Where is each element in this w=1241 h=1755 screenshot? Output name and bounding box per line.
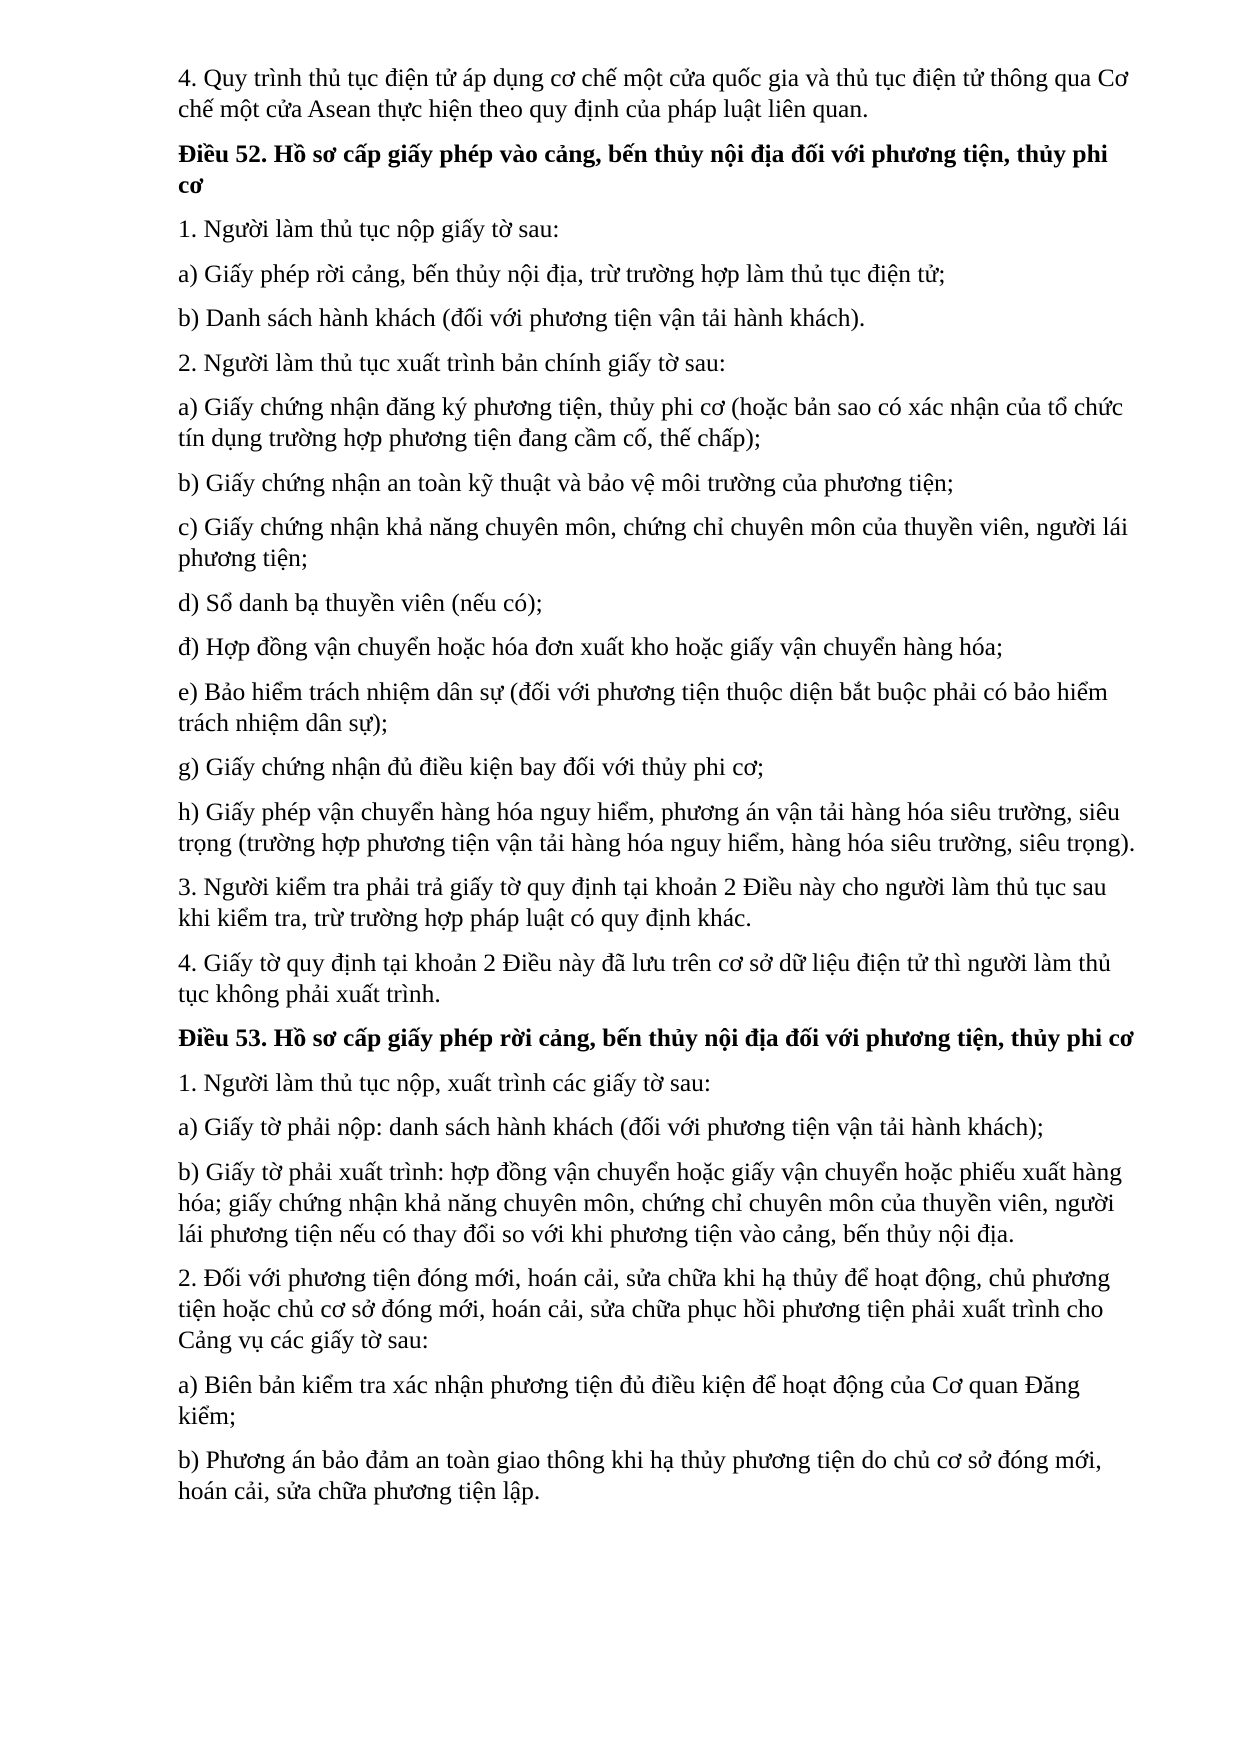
paragraph-art52-clause2-c: c) Giấy chứng nhận khả năng chuyên môn, chứng chỉ chuyên môn của thuyền viên, người lái phương tiện; — [178, 512, 1129, 572]
paragraph-art52-clause2-g: g) Giấy chứng nhận đủ điều kiện bay đối với thủy phi cơ; — [178, 752, 765, 781]
paragraph-art52-clause2-b: b) Giấy chứng nhận an toàn kỹ thuật và bảo vệ môi trường của phương tiện; — [178, 467, 954, 497]
paragraph-art52-clause2-dd: đ) Hợp đồng vận chuyển hoặc hóa đơn xuất kho hoặc giấy vận chuyển hàng hóa; — [178, 632, 1004, 661]
paragraph-art53-clause2: 2. Đối với phương tiện đóng mới, hoán cải, sửa chữa khi hạ thủy để hoạt động, chủ phương tiện hoặc chủ cơ sở đóng mới, hoán cải, sửa chữa phục hồi phương tiện phải xuất trình cho Cảng vụ các giấy tờ sau: — [178, 1263, 1111, 1354]
paragraph-art51-clause4: 4. Quy trình thủ tục điện tử áp dụng cơ chế một cửa quốc gia và thủ tục điện tử thông qua Cơ chế một cửa Asean thực hiện theo quy định của pháp luật liên quan. — [178, 63, 1129, 123]
paragraph-art53-clause1-b: b) Giấy tờ phải xuất trình: hợp đồng vận chuyển hoặc giấy vận chuyển hoặc phiếu xuất hàng hóa; giấy chứng nhận khả năng chuyên môn, chứng chỉ chuyên môn của thuyền viên, người lái phương tiện nếu có thay đổi so với khi phương tiện vào cảng, bến thủy nội địa. — [178, 1156, 1122, 1248]
paragraph-art53-clause1-a: a) Giấy tờ phải nộp: danh sách hành khách (đối với phương tiện vận tải hành khách); — [178, 1112, 1044, 1141]
paragraph-art52-clause4: 4. Giấy tờ quy định tại khoản 2 Điều này đã lưu trên cơ sở dữ liệu điện tử thì người làm thủ tục không phải xuất trình. — [178, 947, 1111, 1008]
article-53-heading: Điều 53. Hồ sơ cấp giấy phép rời cảng, bến thủy nội địa đối với phương tiện, thủy phi cơ — [178, 1023, 1134, 1052]
paragraph-art53-clause2-a: a) Biên bản kiểm tra xác nhận phương tiện đủ điều kiện để hoạt động của Cơ quan Đăng kiểm; — [178, 1369, 1080, 1430]
paragraph-art53-clause1: 1. Người làm thủ tục nộp, xuất trình các giấy tờ sau: — [178, 1067, 711, 1097]
paragraph-art52-clause2: 2. Người làm thủ tục xuất trình bản chính giấy tờ sau: — [178, 347, 726, 377]
paragraph-art52-clause2-a: a) Giấy chứng nhận đăng ký phương tiện, thủy phi cơ (hoặc bản sao có xác nhận của tổ chức tín dụng trường hợp phương tiện đang cầm cố, thế chấp); — [178, 392, 1124, 452]
paragraph-art52-clause3: 3. Người kiểm tra phải trả giấy tờ quy định tại khoản 2 Điều này cho người làm thủ tục sau khi kiểm tra, trừ trường hợp pháp luật có quy định khác. — [178, 872, 1107, 932]
paragraph-art52-clause2-d: d) Sổ danh bạ thuyền viên (nếu có); — [178, 587, 543, 617]
document-page — [178, 62, 1138, 1520]
article-52-heading: Điều 52. Hồ sơ cấp giấy phép vào cảng, bến thủy nội địa đối với phương tiện, thủy phi cơ — [178, 138, 1108, 199]
paragraph-art52-clause2-h: h) Giấy phép vận chuyển hàng hóa nguy hiểm, phương án vận tải hàng hóa siêu trường, siêu trọng (trường hợp phương tiện vận tải hàng hóa nguy hiểm, hàng hóa siêu trường, siêu trọng). — [178, 796, 1136, 857]
paragraph-art52-clause1-a: a) Giấy phép rời cảng, bến thủy nội địa, trừ trường hợp làm thủ tục điện tử; — [178, 258, 946, 288]
paragraph-art52-clause2-e: e) Bảo hiểm trách nhiệm dân sự (đối với phương tiện thuộc diện bắt buộc phải có bảo hiểm trách nhiệm dân sự); — [178, 676, 1108, 737]
paragraph-art52-clause1-b: b) Danh sách hành khách (đối với phương tiện vận tải hành khách). — [178, 303, 866, 332]
paragraph-art52-clause1: 1. Người làm thủ tục nộp giấy tờ sau: — [178, 214, 560, 243]
paragraph-art53-clause2-b: b) Phương án bảo đảm an toàn giao thông khi hạ thủy phương tiện do chủ cơ sở đóng mới, hoán cải, sửa chữa phương tiện lập. — [178, 1445, 1102, 1505]
